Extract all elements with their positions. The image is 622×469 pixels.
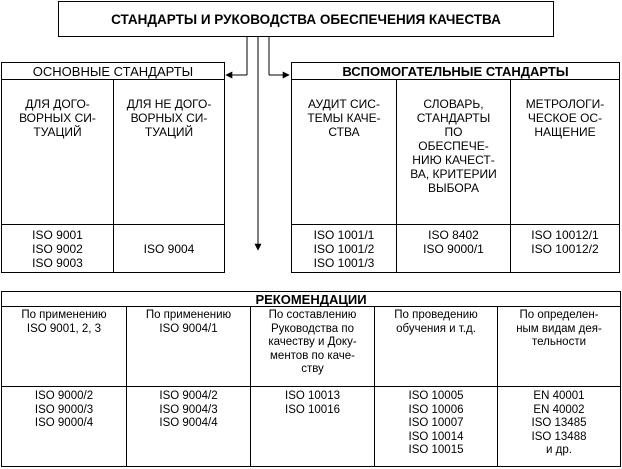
text-line: ISO 1001/1 [313, 228, 375, 242]
text-line: По определен- [519, 309, 599, 321]
rec-col-4-standards [375, 390, 497, 458]
text-line: ISO 10006 [408, 403, 464, 416]
aux-col-3-standards [511, 228, 619, 256]
text-line: СЛОВАРЬ, [423, 97, 484, 111]
text-line: ISO 13485 [531, 417, 587, 429]
text-line: ISO 10005 [408, 390, 464, 402]
rec-col-4-heading [375, 309, 497, 336]
text-line: ISO 10016 [285, 403, 340, 416]
rec-col-2-standards [127, 390, 250, 431]
text-line: ISO 9001 [32, 228, 83, 242]
text-line: ISO 9003 [32, 256, 83, 270]
main-col-2-heading [114, 97, 224, 139]
aux-standards-header: ВСПОМОГАТЕЛЬНЫЕ СТАНДАРТЫ [291, 62, 620, 80]
text-line: По проведению [394, 309, 478, 321]
text-line: ISO 10007 [408, 417, 464, 429]
main-col-1-heading [2, 97, 113, 139]
diagram-title-text: СТАНДАРТЫ И РУКОВОДСТВА ОБЕСПЕЧЕНИЯ КАЧЕСТВА [111, 11, 501, 27]
text-line: ISO 9004/2 [159, 390, 218, 402]
text-line: ПО [444, 125, 463, 139]
text-line: НАЩЕНИЕ [534, 125, 596, 139]
text-line: ISO 10015 [408, 444, 464, 456]
text-line: тельности [531, 336, 587, 348]
rec-col-5-standards [498, 390, 620, 458]
text-line: НИЮ КАЧЕСТ- [412, 153, 495, 167]
text-line: ВА, КРИТЕРИИ [410, 167, 497, 181]
text-line: ISO 9000/4 [34, 417, 94, 429]
text-line: ТЕМЫ КАЧЕ- [307, 111, 381, 125]
text-line: ОБЕСПЕЧЕ- [418, 139, 489, 153]
text-line: ДЛЯ ДОГО- [25, 97, 90, 111]
text-line: ISO 1001/3 [313, 256, 375, 270]
recommendations-header: РЕКОМЕНДАЦИИ [1, 291, 621, 307]
aux-col-1-standards [292, 228, 396, 270]
text-line: ISO 13488 [531, 430, 587, 443]
rec-col-3-standards [251, 390, 374, 417]
rec-col-2-heading [127, 309, 250, 336]
rec-col-5-heading [498, 309, 620, 350]
text-line: EN 40001 [533, 390, 585, 402]
text-line: ДЛЯ НЕ ДОГО- [126, 97, 212, 111]
text-line: ISO 9000/2 [34, 390, 94, 402]
text-line: ТУАЦИЙ [144, 125, 194, 139]
text-line: Руководства по [270, 322, 355, 335]
rec-col-3-heading [251, 309, 374, 377]
main-standards-header: ОСНОВНЫЕ СТАНДАРТЫ [1, 62, 225, 80]
aux-col-3-heading [511, 97, 619, 139]
text-line: ВОРНЫХ СИ- [19, 111, 96, 125]
text-line: EN 40002 [533, 403, 585, 416]
text-line: ным видам дея- [516, 322, 602, 335]
text-line: ISO 9004/1 [159, 322, 218, 335]
text-line: ISO 8402 [428, 228, 479, 242]
text-line: ВОРНЫХ СИ- [130, 111, 208, 125]
text-line: ВЫБОРА [428, 181, 479, 195]
text-line: По применению [21, 309, 107, 321]
text-line: По применению [145, 309, 232, 321]
text-line: По составлению [268, 309, 357, 321]
text-line: ISO 9004/3 [159, 403, 218, 416]
diagram-title [58, 1, 554, 37]
text-line: ТУАЦИЙ [33, 125, 82, 139]
text-line: МЕТРОЛОГИ- [525, 97, 605, 111]
aux-col-1-heading [292, 97, 396, 139]
text-line: ISO 10013 [285, 390, 340, 402]
text-line: СТАНДАРТЫ [416, 111, 491, 125]
rec-col-1-heading [2, 309, 126, 336]
text-line: ISO 10014 [408, 430, 464, 443]
main-col-1-standards [2, 228, 113, 270]
rec-col-1-standards [2, 390, 126, 431]
aux-col-2-standards [397, 228, 510, 256]
text-line: ISO 9004/4 [159, 417, 218, 429]
text-line: АУДИТ СИС- [308, 97, 380, 111]
text-line: ментов по каче- [270, 349, 355, 362]
text-line: ISO 10012/2 [531, 242, 599, 256]
text-line: ISO 9001, 2, 3 [26, 322, 102, 335]
main-col-2-standards [114, 242, 224, 256]
text-line: обучения и т.д. [396, 322, 476, 335]
text-line: ству [301, 363, 324, 375]
text-line: ISO 9002 [32, 242, 83, 256]
text-line: ЧЕСКОЕ ОС- [527, 111, 603, 125]
text-line: качеству и Доку- [268, 336, 357, 348]
text-line: ISO 9004 [143, 242, 195, 256]
text-line: ISO 9000/1 [423, 242, 484, 256]
text-line: ISO 10012/1 [531, 228, 599, 242]
text-line: ISO 9000/3 [34, 403, 94, 416]
text-line: СТВА [328, 125, 360, 139]
text-line: ISO 1001/2 [313, 242, 375, 256]
aux-col-2-heading [397, 97, 510, 195]
text-line: и др. [546, 444, 572, 456]
